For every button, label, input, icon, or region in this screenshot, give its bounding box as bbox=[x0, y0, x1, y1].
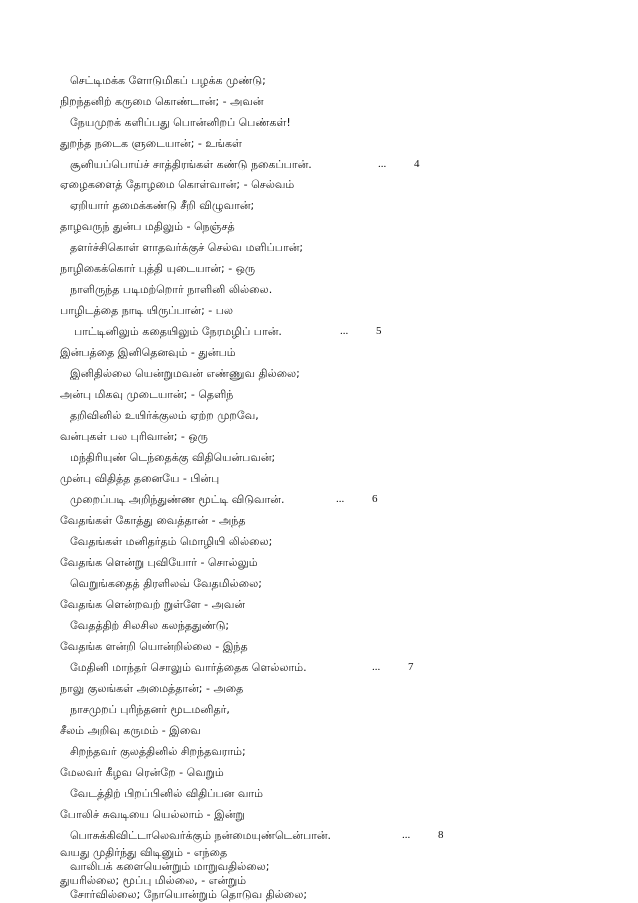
verse-line: நாழிகைக்கொர் புத்தி யுடையான்; - ஒரு bbox=[60, 262, 256, 275]
stanza-7 bbox=[60, 510, 460, 678]
verse-line: வன்புகள் பல புரிவான்; - ஒரு bbox=[60, 430, 208, 443]
verse-line: மேதினி மாந்தர் சொலும் வார்த்தைக ளெல்லாம். bbox=[70, 661, 307, 674]
verse-line: வேதங்க ளென்றவற் றுள்ளே - அவன் bbox=[60, 598, 246, 611]
ellipsis: ... bbox=[378, 158, 387, 170]
verse-line: சோர்வில்லை; நோயொன்றும் தொடுவ தில்லை; bbox=[70, 888, 308, 901]
verse-line: சிறந்தவர் குலத்தினில் சிறந்தவராம்; bbox=[70, 745, 246, 758]
verse-number: 7 bbox=[408, 661, 414, 673]
verse-line: நாசமுறப் புரிந்தனர் மூடமனிதர், bbox=[70, 703, 230, 716]
verse-line: ஏறியார் தமைக்கண்டு சீறி விழுவான்; bbox=[70, 199, 255, 212]
verse-marker bbox=[378, 154, 420, 175]
verse-line: மந்திரியுண் டெந்தைக்கு விதியென்பவன்; bbox=[70, 451, 276, 464]
verse-number: 4 bbox=[414, 158, 420, 170]
verse-number: 8 bbox=[438, 829, 444, 841]
verse-line: பாட்டினிலும் கதையிலும் நேரமழிப் பான். bbox=[74, 325, 282, 338]
ellipsis: ... bbox=[402, 829, 411, 841]
verse-number: 5 bbox=[376, 325, 382, 337]
verse-marker bbox=[372, 657, 414, 678]
verse-line: வேதங்கள் கோத்து வைத்தான் - அந்த bbox=[60, 514, 246, 527]
verse-line: தாழவருந் துன்ப மதிலும் - நெஞ்சத் bbox=[60, 220, 235, 233]
stanza-9-lines bbox=[60, 846, 460, 902]
verse-marker bbox=[336, 489, 378, 510]
verse-line: நிறந்தனிற் கருமை கொண்டான்; - அவன் bbox=[60, 95, 264, 108]
verse-line: முறைப்படி அறிந்துண்ண மூட்டி விடுவான். bbox=[70, 493, 285, 506]
verse-line: சீலம் அறிவு கருமம் - இவை bbox=[60, 724, 201, 737]
verse-line: வேதங்க ளென்று புவியோர் - சொல்லும் bbox=[60, 556, 258, 569]
verse-line: நாலு குலங்கள் அமைத்தான்; - அதை bbox=[60, 682, 244, 695]
verse-number: 6 bbox=[372, 493, 378, 505]
verse-line: ஏழைகளைத் தோழமை கொள்வான்; - செல்வம் bbox=[60, 178, 295, 191]
verse-line: வேதத்திற் சிலசில கலந்ததுண்டு; bbox=[70, 619, 230, 632]
verse-line: வேதங்கள் மனிதர்தம் மொழியி லில்லை; bbox=[70, 535, 273, 548]
verse-line: தறிவினில் உயிர்க்குலம் ஏற்ற முறவே, bbox=[70, 409, 259, 422]
verse-line: இன்பத்தை இனிதெனவும் - துன்பம் bbox=[60, 346, 236, 359]
verse-line: போலிச் சுவடியை யெல்லாம் - இன்று bbox=[60, 808, 245, 821]
verse-line: மேலவர் கீழவ ரென்றே - வெறும் bbox=[60, 766, 224, 779]
ellipsis: ... bbox=[340, 325, 349, 337]
stanza-6 bbox=[60, 342, 460, 510]
verse-line: தளர்ச்சிகொள் ளாதவர்க்குச் செல்வ மளிப்பான்; bbox=[70, 241, 304, 254]
verse-marker bbox=[340, 321, 382, 342]
ellipsis: ... bbox=[336, 493, 345, 505]
verse-marker bbox=[402, 825, 444, 846]
verse-line: வேடத்திற் பிறப்பினில் விதிப்பன வாம் bbox=[70, 787, 263, 800]
verse-line: இனிதில்லை யென்றுமவன் எண்ணுவ தில்லை; bbox=[70, 367, 300, 380]
verse-line: நேயமுறக் களிப்பது பொன்னிறப் பெண்கள்! bbox=[70, 116, 291, 129]
verse-line: துறந்த நடைக ளுடையான்; - உங்கள் bbox=[60, 137, 242, 150]
stanza-8 bbox=[60, 678, 460, 846]
verse-line: முன்பு விதித்த தனையே - பின்பு bbox=[60, 472, 220, 485]
verse-line: பாழிடத்தை நாடி யிருப்பான்; - பல bbox=[60, 304, 234, 317]
stanza-5 bbox=[60, 174, 460, 342]
verse-line: வயது முதிர்ந்து விடினும் - எந்தை bbox=[60, 846, 228, 859]
verse-line: துயரில்லை; மூப்பு மில்லை, - என்றும் bbox=[60, 874, 247, 887]
verse-line: அன்பு மிகவு முடையான்; - தெளிந் bbox=[60, 388, 234, 401]
verse-line: சூனியப்பொய்ச் சாத்திரங்கள் கண்டு நகைப்பான். bbox=[70, 158, 312, 171]
verse-line: வாலிபக் களையென்றும் மாறுவதில்லை; bbox=[70, 860, 270, 873]
verse-line: நாளிருந்த படிமற்றொர் நாளினி லில்லை. bbox=[70, 283, 273, 296]
ellipsis: ... bbox=[372, 661, 381, 673]
verse-line: பொசுக்கிவிட்டாலெவர்க்கும் நன்மையுண்டென்பான். bbox=[70, 829, 332, 842]
verse-line: வேதங்க ளன்றி யொன்றில்லை - இந்த bbox=[60, 640, 248, 653]
verse-line: செட்டிமக்க ளோடுமிகப் பழக்க முண்டு; bbox=[70, 74, 266, 87]
verse-line: வெறுங்கதைத் திரளிலவ் வேதமில்லை; bbox=[70, 577, 262, 590]
